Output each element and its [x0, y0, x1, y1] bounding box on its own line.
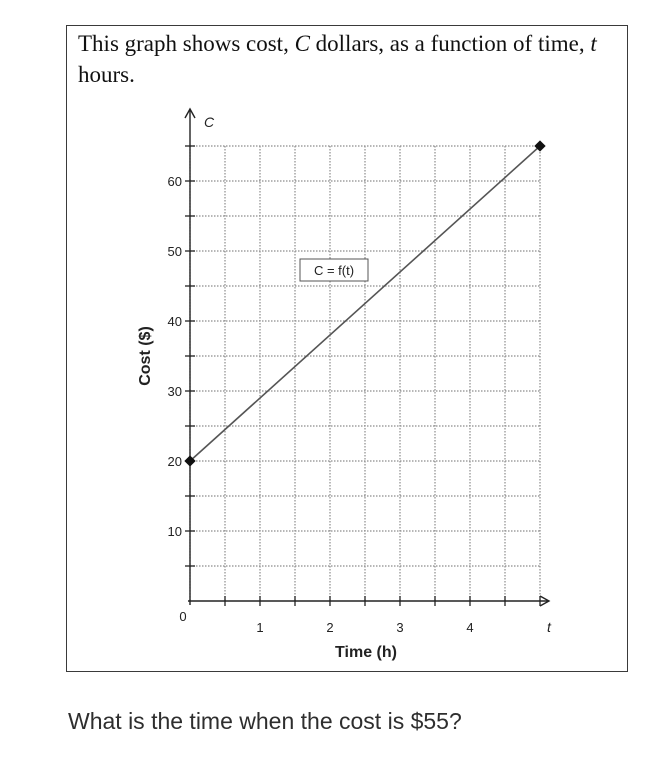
labels — [137, 114, 552, 661]
prompt-var-c: C — [294, 31, 310, 56]
y-axis-title: Cost ($) — [137, 326, 154, 386]
y-tick-label: 60 — [167, 174, 182, 189]
y-tick-label: 40 — [167, 314, 182, 329]
y-axis-variable: C — [204, 114, 215, 130]
x-tick-label: 4 — [466, 620, 474, 635]
prompt-part: dollars, as a function of time, — [309, 31, 591, 56]
prompt-var-t: t — [590, 31, 597, 56]
prompt-part: hours. — [78, 62, 135, 87]
ticks — [185, 146, 540, 606]
y-tick-label: 20 — [167, 454, 182, 469]
x-tick-label: 1 — [256, 620, 264, 635]
y-tick-label: 30 — [167, 384, 182, 399]
y-tick-label: 10 — [167, 524, 182, 539]
x-axis-title: Time (h) — [335, 644, 397, 661]
prompt-part: This graph shows cost, — [78, 31, 295, 56]
function-label: C = f(t) — [313, 263, 355, 278]
x-axis-variable: t — [547, 619, 551, 635]
question-text: What is the time when the cost is $55? — [68, 708, 462, 734]
grid — [190, 146, 540, 601]
origin-label: 0 — [179, 609, 187, 624]
y-tick-label: 50 — [167, 244, 182, 259]
x-tick-label: 2 — [326, 620, 334, 635]
x-tick-label: 3 — [396, 620, 404, 635]
